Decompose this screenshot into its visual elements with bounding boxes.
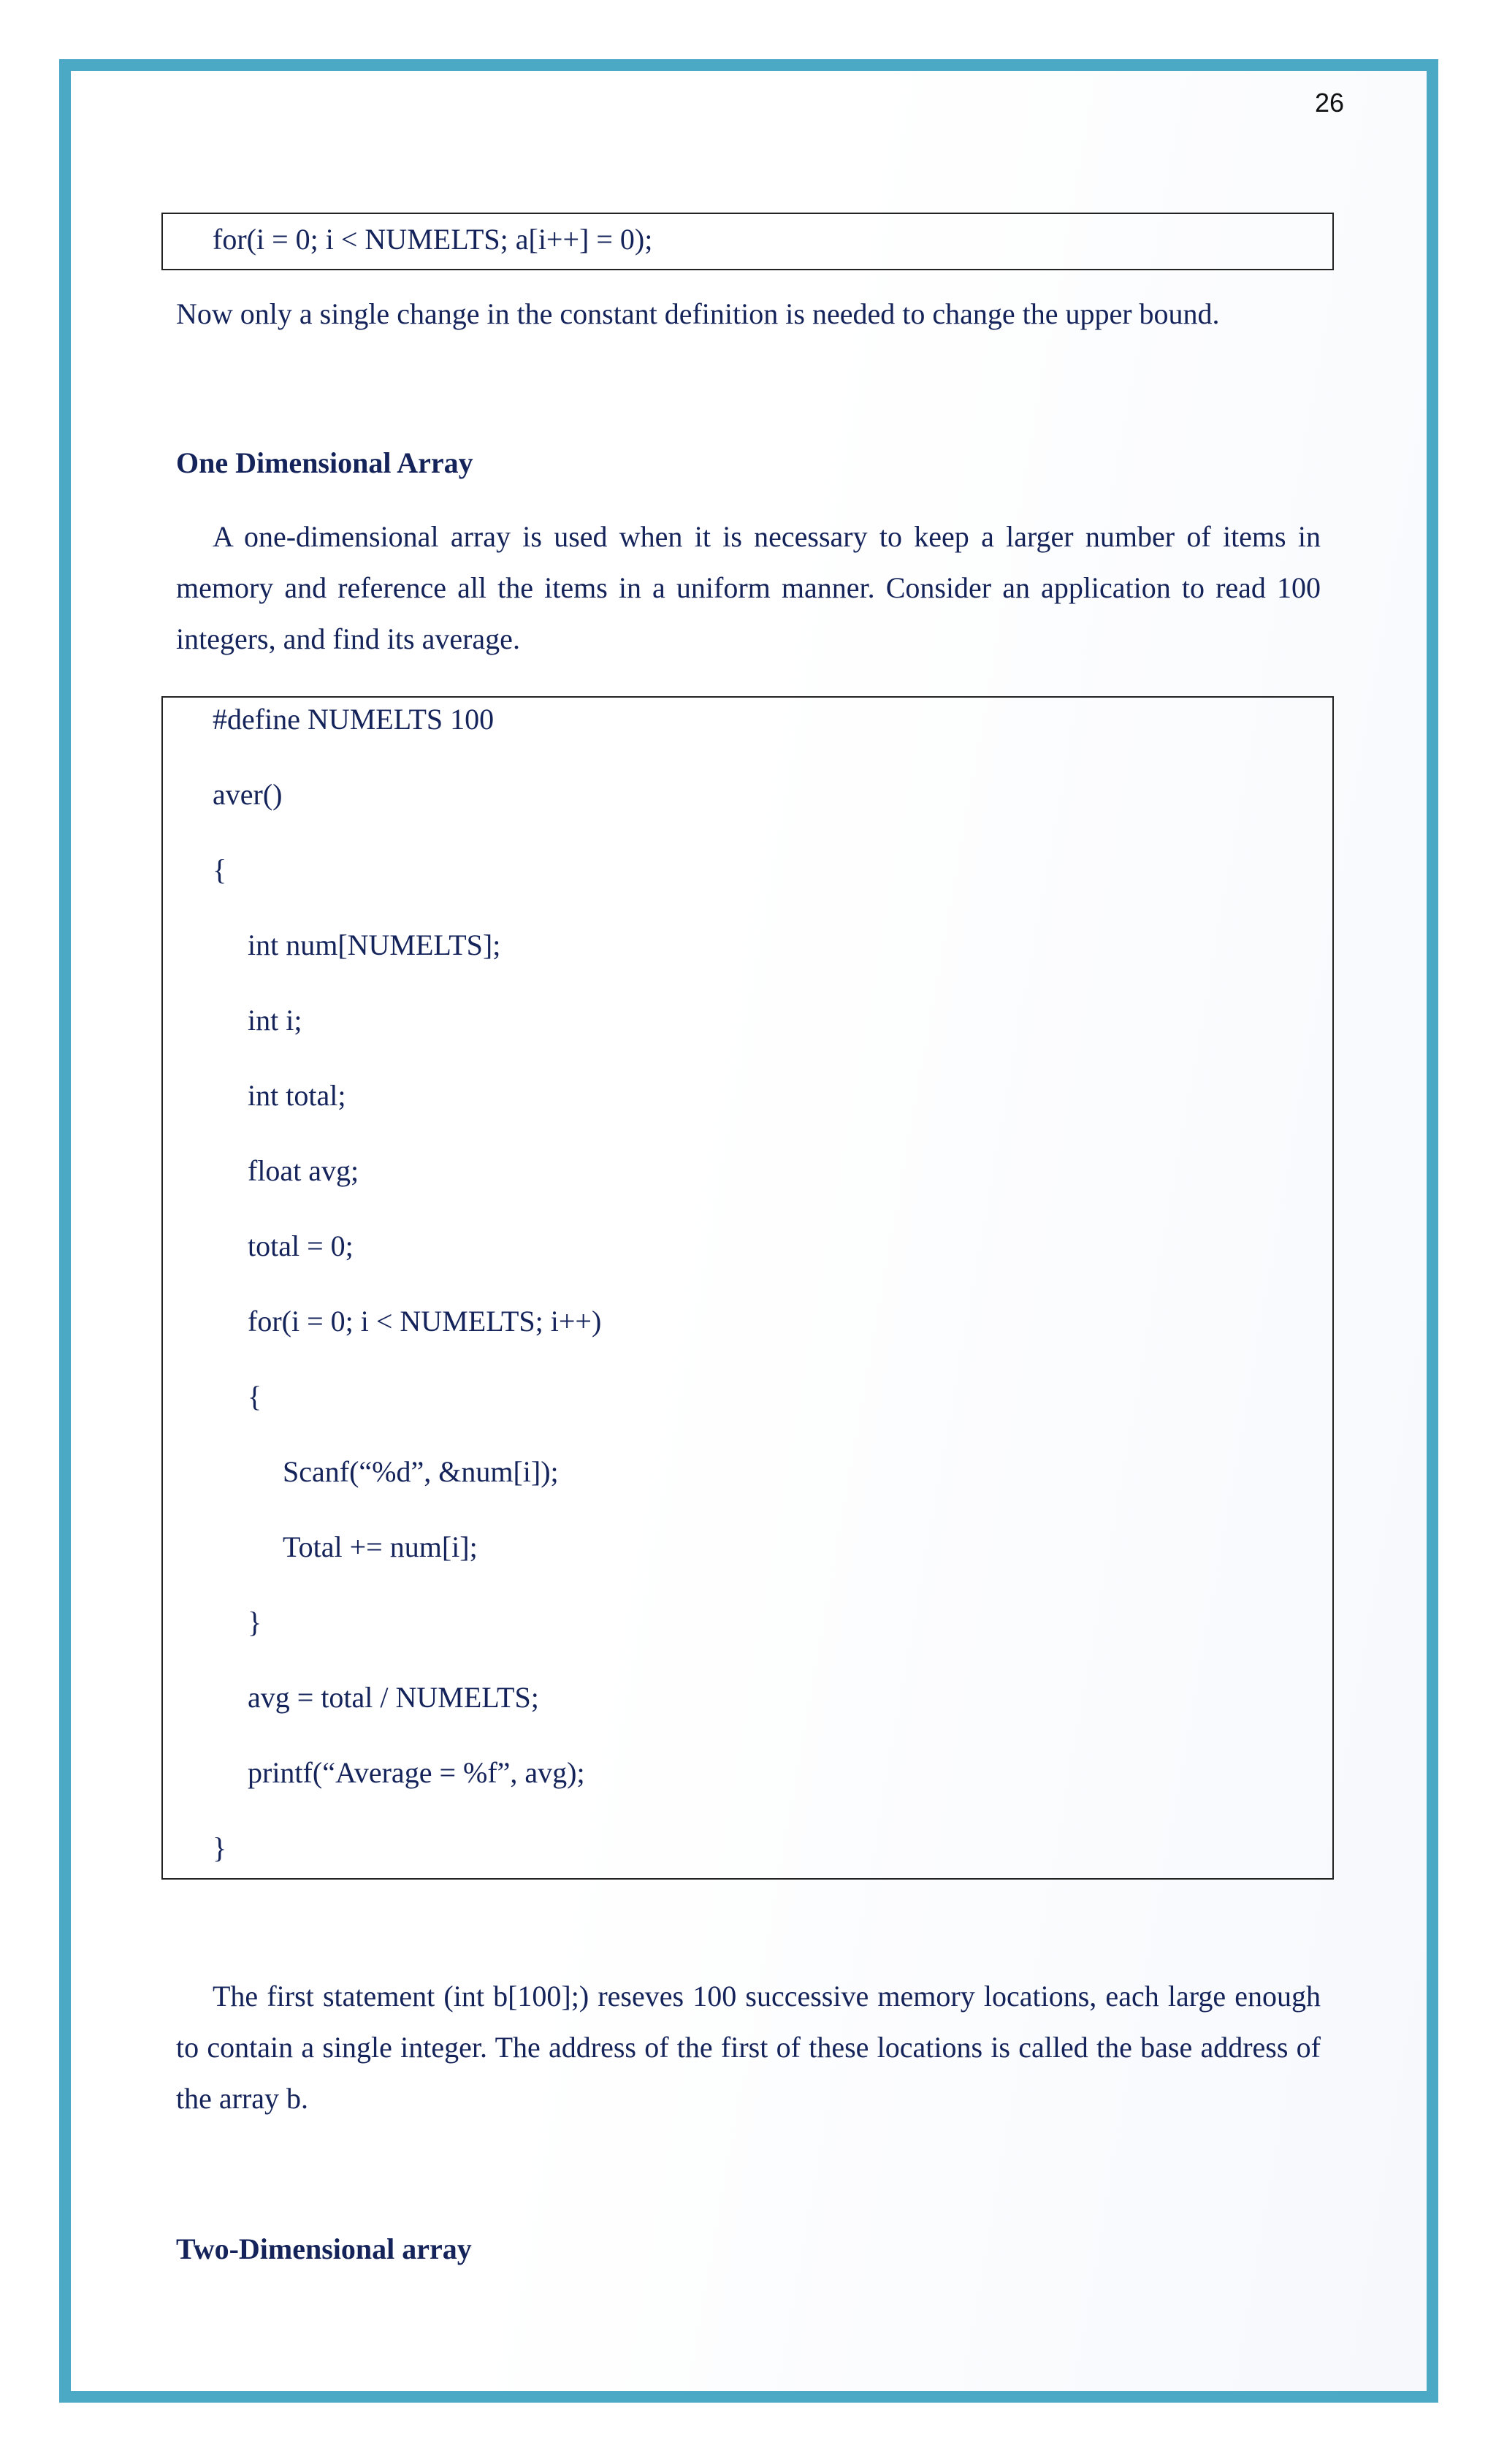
code-line: int num[NUMELTS];	[248, 928, 501, 961]
code-line: aver()	[213, 778, 283, 811]
code-line: int i;	[248, 1004, 302, 1037]
code-box-loop	[161, 213, 1334, 270]
code-line: for(i = 0; i < NUMELTS; a[i++] = 0);	[213, 223, 653, 256]
heading-two-dimensional-array: Two-Dimensional array	[176, 2232, 472, 2265]
paragraph-one-dimensional: A one-dimensional array is used when it is necessary to keep a larger number of items in memory and reference all the items in a uniform manner. Consider an application to read 100 integers, and find its average.	[176, 520, 1321, 655]
code-line: {	[213, 853, 227, 886]
code-line: total = 0;	[248, 1229, 354, 1262]
code-line: {	[248, 1380, 262, 1413]
code-line: int total;	[248, 1079, 346, 1112]
code-line: for(i = 0; i < NUMELTS; i++)	[248, 1305, 602, 1338]
heading-one-dimensional-array: One Dimensional Array	[176, 446, 473, 479]
code-line: printf(“Average = %f”, avg);	[248, 1756, 585, 1789]
code-line: #define NUMELTS 100	[213, 703, 495, 736]
code-line: }	[213, 1831, 227, 1864]
page-number: 26	[1314, 88, 1344, 118]
paragraph-base-address: The first statement (int b[100];) reseves 100 successive memory locations, each large enough to contain a single integer. The address of the first of these locations is called the base address of the array b.	[176, 1980, 1321, 2115]
code-line: }	[248, 1606, 262, 1639]
code-line: avg = total / NUMELTS;	[248, 1681, 539, 1714]
code-line: Total += num[i];	[283, 1530, 478, 1563]
paragraph-upper-bound: Now only a single change in the constant definition is needed to change the upper bound.	[176, 297, 1220, 330]
code-line: float avg;	[248, 1154, 359, 1187]
code-box-average	[161, 696, 1334, 1880]
code-line: Scanf(“%d”, &num[i]);	[283, 1455, 559, 1488]
